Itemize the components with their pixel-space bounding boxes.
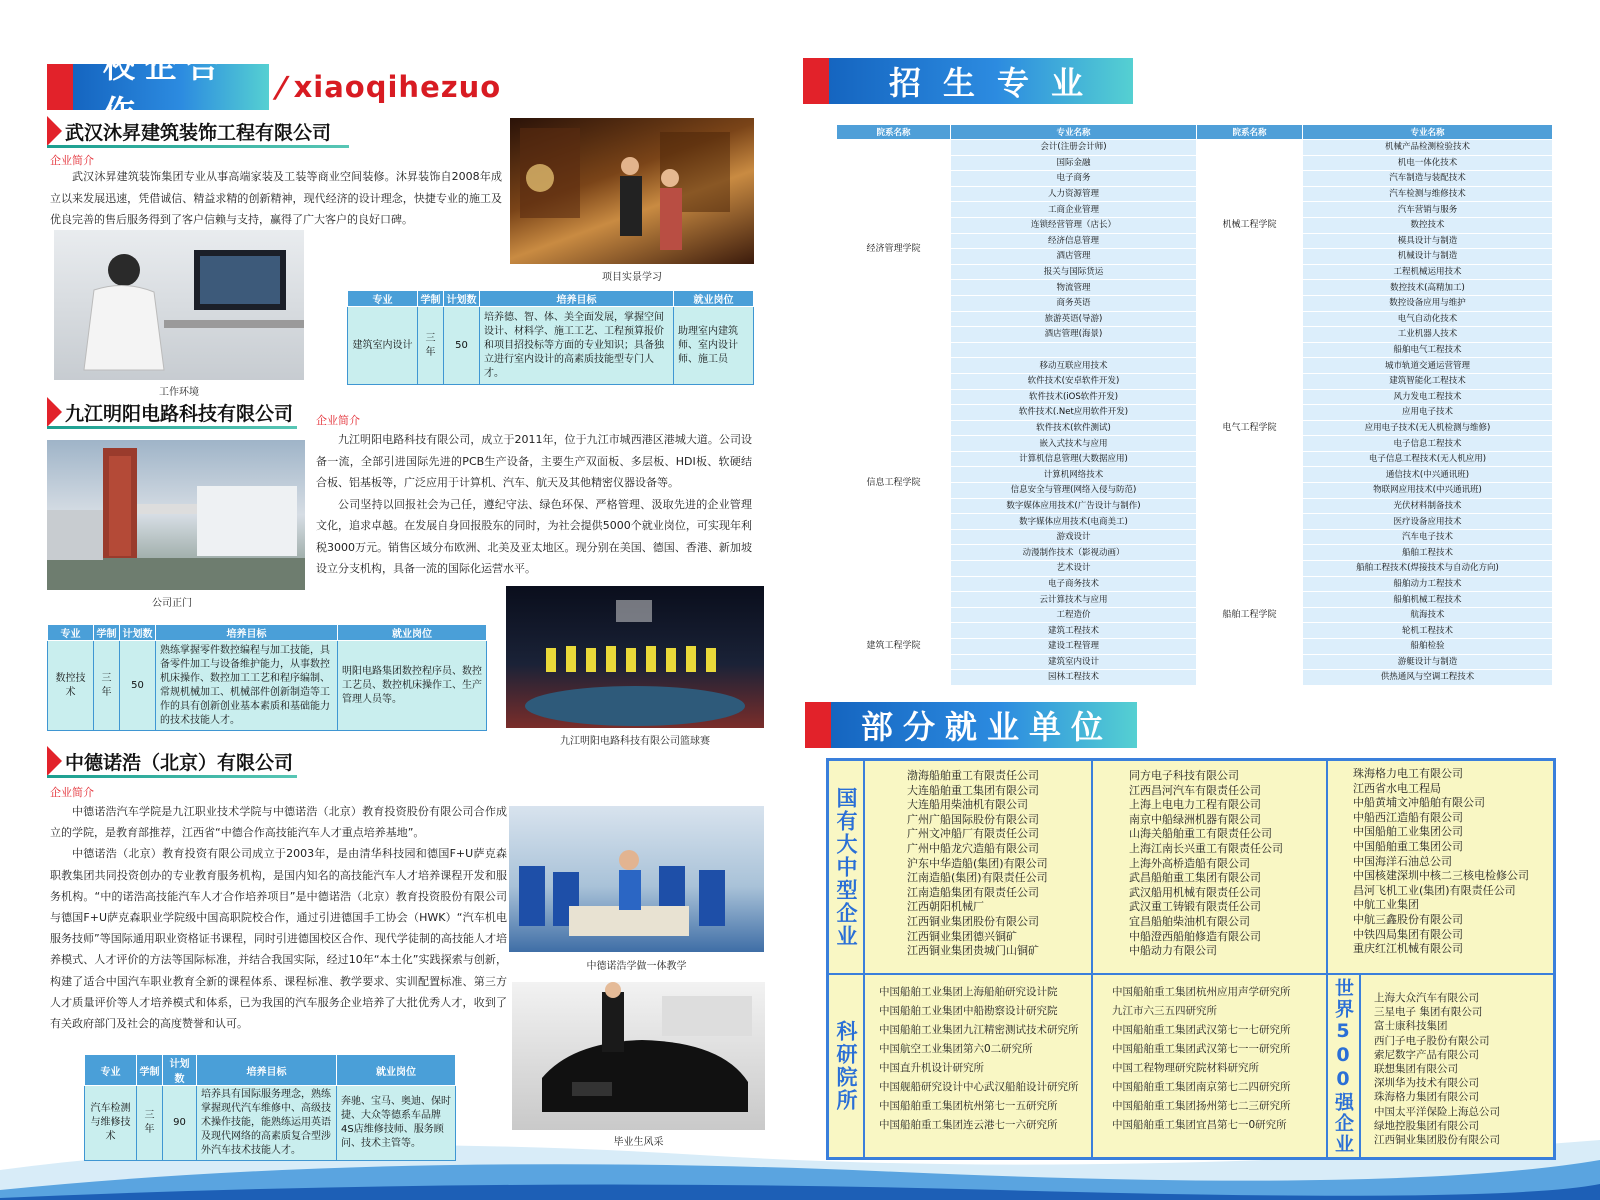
major-cell: 风力发电工程技术 <box>1303 389 1553 405</box>
employer-item: 武汉重工铸锻有限责任公司 <box>1129 900 1261 914</box>
company-3-underline <box>47 775 297 778</box>
employer-item: 大连船用柴油机有限公司 <box>907 798 1028 812</box>
major-cell: 商务英语 <box>951 295 1197 311</box>
research-label: 科研院所 <box>834 1020 858 1112</box>
table-header: 培养目标 <box>480 291 674 307</box>
major-cell: 软件技术(iOS软件开发) <box>951 389 1197 405</box>
employer-item: 中航三鑫股份有限公司 <box>1353 912 1463 926</box>
college-cell: 建筑工程学院 <box>837 607 951 685</box>
employers-box <box>826 758 1556 1160</box>
majors-row <box>837 140 1553 156</box>
employer-item: 中国船舶工业集团九江精密测试技术研究所 <box>879 1024 1079 1036</box>
employer-item: 中船动力有限公司 <box>1129 944 1217 958</box>
table-cell: 汽车检测与维修技术 <box>85 1086 137 1161</box>
major-cell: 动漫制作技术（影视动画） <box>951 545 1197 561</box>
majors-table <box>836 124 1553 686</box>
major-cell <box>951 342 1197 358</box>
major-cell: 轮机工程技术 <box>1303 623 1553 639</box>
graduate-photo <box>512 982 765 1130</box>
college-cell: 机械工程学院 <box>1197 140 1303 312</box>
employer-item: 中铁四局集团有限公司 <box>1353 927 1463 941</box>
major-cell: 医疗设备应用技术 <box>1303 514 1553 530</box>
major-cell: 数控技术 <box>1303 217 1553 233</box>
banner-pinyin: /xiaoqihezuo <box>271 70 502 104</box>
college-cell: 信息工程学院 <box>837 358 951 608</box>
table-cell: 培养德、智、体、美全面发展，掌握空间设计、材料学、施工工艺、工程预算报价和项目招投标等方面的专业知识；具备独立进行室内设计的高素质技能型专门人才。 <box>480 307 674 385</box>
table-cell: 熟练掌握零件数控编程与加工技能，具备零件加工与设备维护能力，从事数控机床操作、数控加工工艺和程序编制、常规机械加工、机械部件创新制造等工作的具有创新创业基本素质和基础能力的技术技能人才。 <box>156 641 338 731</box>
soe-label: 国有大中型企业 <box>834 786 858 948</box>
employer-item: 江南造船集团有限责任公司 <box>907 885 1039 899</box>
major-cell: 游戏设计 <box>951 529 1197 545</box>
major-cell: 船舶动力工程技术 <box>1303 576 1553 592</box>
table-cell: 90 <box>163 1086 197 1161</box>
major-cell: 软件技术(软件测试) <box>951 420 1197 436</box>
company-gate-photo <box>47 440 305 590</box>
banner-title: 校企合作 <box>73 64 269 110</box>
major-cell: 建筑智能化工程技术 <box>1303 373 1553 389</box>
major-cell: 工程机械运用技术 <box>1303 264 1553 280</box>
table-header: 院系名称 <box>837 125 951 140</box>
integrated-teaching-photo <box>509 806 764 952</box>
employer-item: 中国船舶重工集团杭州应用声学研究所 <box>1112 986 1291 998</box>
table-header: 专业名称 <box>951 125 1197 140</box>
table-header: 计划数 <box>444 291 480 307</box>
table-header: 院系名称 <box>1197 125 1303 140</box>
majors-row <box>837 607 1553 623</box>
school-enterprise-banner <box>47 47 269 131</box>
majors-row <box>837 358 1553 374</box>
major-cell: 电子信息工程技术(无人机应用) <box>1303 451 1553 467</box>
company-3-intro-label: 企业简介 <box>50 786 94 799</box>
major-cell: 计算机网络技术 <box>951 467 1197 483</box>
table-cell: 三年 <box>418 307 444 385</box>
table-header: 就业岗位 <box>674 291 754 307</box>
table-header: 培养目标 <box>197 1055 337 1086</box>
table-header: 专业 <box>85 1055 137 1086</box>
major-cell: 汽车电子技术 <box>1303 529 1553 545</box>
research-list-1 <box>879 983 1079 1135</box>
table-header: 学制 <box>418 291 444 307</box>
major-cell: 物流管理 <box>951 280 1197 296</box>
employer-item: 中国太平洋保险上海总公司 <box>1374 1105 1500 1118</box>
employer-item: 珠海格力电工有限公司 <box>1353 767 1463 780</box>
college-cell: 电气工程学院 <box>1197 311 1303 545</box>
major-cell: 机电一体化技术 <box>1303 155 1553 171</box>
majors-banner <box>803 58 1133 104</box>
employer-item: 中国核建深圳中核二三核电检修公司 <box>1353 869 1529 883</box>
company-2-underline <box>47 426 297 429</box>
employer-item: 广州中船龙穴造船有限公司 <box>907 841 1039 855</box>
major-cell: 会计(注册会计师) <box>951 140 1197 156</box>
soe-list-2 <box>1129 769 1283 959</box>
major-cell: 城市轨道交通运营管理 <box>1303 358 1553 374</box>
major-cell: 电气自动化技术 <box>1303 311 1553 327</box>
table-header: 计划数 <box>120 625 156 641</box>
major-cell: 酒店管理(海景) <box>951 327 1197 343</box>
major-cell: 工商企业管理 <box>951 202 1197 218</box>
employer-item: 中国船舶重工集团杭州第七一五研究所 <box>879 1100 1058 1112</box>
table-header: 就业岗位 <box>337 1055 456 1086</box>
employer-item: 绿地控股集团有限公司 <box>1374 1119 1479 1132</box>
employer-item: 中国舰船研究设计中心武汉船舶设计研究所 <box>879 1081 1079 1093</box>
table-header: 学制 <box>137 1055 163 1086</box>
employer-item: 广州文冲船厂有限责任公司 <box>907 827 1039 841</box>
company-2-name: 九江明阳电路科技有限公司 <box>47 397 293 427</box>
major-cell: 应用电子技术 <box>1303 405 1553 421</box>
company-gate-caption: 公司正门 <box>152 598 192 609</box>
employer-item: 中国船舶工业集团中船勘察设计研究院 <box>879 1005 1058 1017</box>
major-cell: 云计算技术与应用 <box>951 592 1197 608</box>
employer-item: 中国船舶重工集团武汉第七一一研究所 <box>1112 1043 1291 1055</box>
employer-item: 中国船舶工业集团上海船舶研究设计院 <box>879 986 1058 998</box>
employer-item: 中国船舶工业集团公司 <box>1353 825 1463 839</box>
major-cell: 工程造价 <box>951 607 1197 623</box>
major-cell: 连锁经营管理（店长） <box>951 217 1197 233</box>
major-cell: 酒店管理 <box>951 249 1197 265</box>
basketball-caption: 九江明阳电路科技有限公司篮球赛 <box>560 736 710 747</box>
table-cell: 50 <box>120 641 156 731</box>
table-header: 专业 <box>48 625 94 641</box>
employer-item: 中国船舶重工集团连云港七一六研究所 <box>879 1119 1058 1131</box>
major-cell: 建筑工程技术 <box>951 623 1197 639</box>
major-cell: 计算机信息管理(大数据应用) <box>951 451 1197 467</box>
project-study-caption: 项目实景学习 <box>602 272 662 283</box>
major-cell: 嵌入式技术与应用 <box>951 436 1197 452</box>
major-cell: 数字媒体应用技术(广告设计与制作) <box>951 498 1197 514</box>
employer-item: 中国船舶重工集团宜昌第七一0研究所 <box>1112 1119 1287 1131</box>
employer-item: 江西铜业集团股份有限公司 <box>1374 1133 1500 1146</box>
employer-item: 上海大众汽车有限公司 <box>1374 992 1479 1004</box>
major-cell: 移动互联应用技术 <box>951 358 1197 374</box>
table-cell: 助理室内建筑师、室内设计师、施工员 <box>674 307 754 385</box>
major-cell: 建筑室内设计 <box>951 654 1197 670</box>
employer-item: 山海关船舶重工有限责任公司 <box>1129 827 1272 841</box>
major-cell: 园林工程技术 <box>951 670 1197 686</box>
employer-item: 江西铜业集团股份有限公司 <box>907 914 1039 928</box>
employer-item: 中国船舶重工集团公司 <box>1353 839 1463 853</box>
employer-item: 中国直升机设计研究所 <box>879 1062 984 1074</box>
major-cell: 应用电子技术(无人机检测与维修) <box>1303 420 1553 436</box>
company-3-intro: 中德诺浩汽车学院是九江职业技术学院与中德诺浩（北京）教育投资股份有限公司合作成立的学院，是教育部推荐，江西省“中德合作高技能汽车人才重点培养基地”。 中德诺浩（北京）教育投资有限公司成立于2003年，是由清华科技园和德国F+U萨克森职教集团共同投资创办的专业教育服务机构，是国内知名的高技能汽车人才培养课程开发和服务机构。“中的诺浩高技能汽车人才合作培养项目”是中德诺浩（北京）教育投资股份有限公司与德国F+U萨克森职业学院级中国高职院校合作，通过引进德国手工协会（HWK）“汽车机电服务技师”等国际通用职业资格证书课程，同时引进德国校区合作、现代学徒制的高技能人才培养模式、人才评价的方法等国际标准，并结合我国实际，经过10年“本土化”实践探索与创新，构建了适合中国汽车职业教育全新的课程体系、课程标准、教学要求、实训配置标准、第三方人才质量评价等人才培养模式和体系，已为我国的汽车服务企业培养了大批优秀人才，收到了有关政府部门及社会的高度赞誉和认可。 <box>50 805 507 1031</box>
major-cell: 模具设计与制造 <box>1303 233 1553 249</box>
employer-item: 江西朝阳机械厂 <box>907 900 984 914</box>
major-cell: 报关与国际货运 <box>951 264 1197 280</box>
employer-item: 武昌船舶重工集团有限公司 <box>1129 871 1261 885</box>
major-cell: 旅游英语(导游) <box>951 311 1197 327</box>
employer-item: 中国船舶重工集团南京第七二四研究所 <box>1112 1081 1291 1093</box>
major-cell: 数字媒体应用技术(电商美工) <box>951 514 1197 530</box>
employer-item: 同方电子科技有限公司 <box>1129 769 1239 782</box>
employer-item: 上海上电电力工程有限公司 <box>1129 798 1261 812</box>
major-cell: 电子信息工程技术 <box>1303 436 1553 452</box>
major-cell: 通信技术(中兴通讯班) <box>1303 467 1553 483</box>
company-1-table <box>347 290 754 385</box>
major-cell: 船舶机械工程技术 <box>1303 592 1553 608</box>
employer-item: 西门子电子股份有限公司 <box>1374 1034 1490 1047</box>
major-cell: 经济信息管理 <box>951 233 1197 249</box>
employer-item: 联想集团有限公司 <box>1374 1062 1458 1075</box>
major-cell: 艺术设计 <box>951 561 1197 577</box>
major-cell: 电子商务技术 <box>951 576 1197 592</box>
major-cell: 汽车制造与装配技术 <box>1303 171 1553 187</box>
major-cell: 汽车检测与维修技术 <box>1303 186 1553 202</box>
table-header: 培养目标 <box>156 625 338 641</box>
work-environment-photo <box>54 230 304 380</box>
employer-item: 上海外高桥造船有限公司 <box>1129 856 1250 870</box>
table-cell: 数控技术 <box>48 641 94 731</box>
table-header: 就业岗位 <box>338 625 487 641</box>
employer-item: 三星电子 集团有限公司 <box>1374 1006 1483 1019</box>
major-cell: 船舶工程技术(焊接技术与自动化方向) <box>1303 561 1553 577</box>
major-cell: 建设工程管理 <box>951 639 1197 655</box>
employer-item: 中航工业集团 <box>1353 898 1419 912</box>
employer-item: 索尼数字产品有限公司 <box>1374 1048 1479 1061</box>
employer-item: 上海江南长兴重工有限责任公司 <box>1129 841 1283 855</box>
employer-item: 沪东中华造船(集团)有限公司 <box>907 856 1048 870</box>
college-cell: 船舶工程学院 <box>1197 545 1303 685</box>
majors-title: 招生专业 <box>829 58 1133 104</box>
table-cell: 三年 <box>94 641 120 731</box>
major-cell: 光伏材料制备技术 <box>1303 498 1553 514</box>
company-3-table <box>84 1054 456 1161</box>
company-1-intro: 武汉沐昇建筑装饰集团专业从事高端家装及工装等商业空间装修。沐昇装饰自2008年成立以来发展迅速，凭借诚信、精益求精的创新精神，现代经济的设计理念，快捷专业的施工及优良完善的售后服务得到了客户信赖与支持，赢得了广大客户的良好口碑。 <box>50 170 502 226</box>
employer-item: 南京中船绿洲机器有限公司 <box>1129 812 1261 826</box>
graduate-caption: 毕业生风采 <box>613 1137 664 1148</box>
major-cell: 信息安全与管理(网络入侵与防范) <box>951 483 1197 499</box>
integrated-teaching-caption: 中德诺浩学做一体教学 <box>586 961 687 972</box>
major-cell: 航海技术 <box>1303 607 1553 623</box>
employer-item: 珠海格力集团有限公司 <box>1374 1091 1479 1104</box>
employer-item: 中国航空工业集团第六0二研究所 <box>879 1043 1033 1055</box>
major-cell: 船舶工程技术 <box>1303 545 1553 561</box>
employer-item: 中船黄埔文冲船舶有限公司 <box>1353 796 1485 810</box>
project-study-photo <box>510 118 754 264</box>
college-cell: 经济管理学院 <box>837 140 951 358</box>
major-cell: 软件技术(安卓软件开发) <box>951 373 1197 389</box>
work-environment-caption: 工作环境 <box>159 387 199 398</box>
employer-item: 中国船舶重工集团扬州第七二三研究所 <box>1112 1100 1291 1112</box>
table-cell: 50 <box>444 307 480 385</box>
table-cell: 培养具有国际服务理念，熟练掌握现代汽车维修中、高级技术操作技能，能熟练运用英语及现代网络的高素质复合型涉外汽车技术技能人才。 <box>197 1086 337 1161</box>
table-header: 专业名称 <box>1303 125 1553 140</box>
major-cell: 船舶电气工程技术 <box>1303 342 1553 358</box>
table-header: 专业 <box>348 291 418 307</box>
employer-item: 富士康科技集团 <box>1374 1020 1448 1033</box>
company-3-name: 中德诺浩（北京）有限公司 <box>47 746 293 776</box>
major-cell: 电子商务 <box>951 171 1197 187</box>
major-cell: 汽车营销与服务 <box>1303 202 1553 218</box>
major-cell: 工业机器人技术 <box>1303 327 1553 343</box>
basketball-photo <box>506 586 764 728</box>
employer-item: 江南造船(集团)有限责任公司 <box>907 871 1048 885</box>
company-1-underline <box>47 145 349 148</box>
major-cell: 物联网应用技术(中兴通讯班) <box>1303 483 1553 499</box>
table-cell: 三年 <box>137 1086 163 1161</box>
employer-item: 江西铜业集团德兴铜矿 <box>907 929 1017 943</box>
employer-item: 中船西江造船有限公司 <box>1353 810 1463 824</box>
world500-list <box>1374 991 1500 1147</box>
employer-item: 中船澄西船舶修造有限公司 <box>1129 929 1261 943</box>
major-cell: 游艇设计与制造 <box>1303 654 1553 670</box>
company-2-intro-label: 企业简介 <box>316 414 360 427</box>
employer-item: 渤海船舶重工有限责任公司 <box>907 769 1039 782</box>
employer-item: 大连船舶重工集团有限公司 <box>907 783 1039 797</box>
soe-list-3 <box>1353 767 1529 957</box>
employer-item: 武汉船用机械有限责任公司 <box>1129 885 1261 899</box>
employer-item: 中国海洋石油总公司 <box>1353 854 1452 868</box>
employer-item: 江西省水电工程局 <box>1353 781 1441 795</box>
employers-banner <box>805 702 1137 748</box>
company-2-table <box>47 624 487 731</box>
major-cell: 船舶检验 <box>1303 639 1553 655</box>
table-cell: 明阳电路集团数控程序员、数控工艺员、数控机床操作工、生产管理人员等。 <box>338 641 487 731</box>
table-header: 计划数 <box>163 1055 197 1086</box>
research-list-2 <box>1112 983 1291 1135</box>
employer-item: 江西昌河汽车有限责任公司 <box>1129 783 1261 797</box>
major-cell: 数控设备应用与维护 <box>1303 295 1553 311</box>
employer-item: 重庆红江机械有限公司 <box>1353 942 1463 956</box>
employer-item: 中国船舶重工集团武汉第七一七研究所 <box>1112 1024 1291 1036</box>
employer-item: 九江市六三五四研究所 <box>1112 1005 1217 1017</box>
major-cell: 国际金融 <box>951 155 1197 171</box>
employer-item: 宜昌船舶柴油机有限公司 <box>1129 914 1250 928</box>
major-cell: 供热通风与空调工程技术 <box>1303 670 1553 686</box>
major-cell: 人力资源管理 <box>951 186 1197 202</box>
company-1-intro-label: 企业简介 <box>50 154 94 167</box>
employers-title: 部分就业单位 <box>831 702 1137 748</box>
employer-item: 深圳华为技术有限公司 <box>1374 1077 1479 1090</box>
employer-item: 江西铜业集团贵城门山铜矿 <box>907 944 1039 958</box>
major-cell: 软件技术(.Net应用软件开发) <box>951 405 1197 421</box>
major-cell: 数控技术(高精加工) <box>1303 280 1553 296</box>
table-cell: 奔驰、宝马、奥迪、保时捷、大众等德系车品牌4S店维修技师、服务顾问、技术主管等。 <box>337 1086 456 1161</box>
employer-item: 昌河飞机工业(集团)有限责任公司 <box>1353 883 1516 897</box>
major-cell: 机械产品检测检验技术 <box>1303 140 1553 156</box>
major-cell: 机械设计与制造 <box>1303 249 1553 265</box>
company-2-intro: 九江明阳电路科技有限公司，成立于2011年，位于九江市城西港区港城大道。公司设备一流，全部引进国际先进的PCB生产设备，主要生产双面板、多层板、HDI板、软硬结合板、铝基板等，广泛应用于计算机、汽车、航天及其他精密仪器设备等。 公司坚持以回报社会为己任，遵纪守法、绿色环保、严格管理、汲取先进的企业管理文化，追求卓越。在发展自身回报股东的同时，为社会提供5000个就业岗位，可实现年利税3000万元。销售区域分布欧洲、北美及亚太地区。现分别在美国、德国、香港、新加坡设立分支机构，具备一流的国际化运营水平。 <box>316 433 752 575</box>
soe-list-1 <box>907 769 1048 959</box>
table-header: 学制 <box>94 625 120 641</box>
company-1-name: 武汉沐昇建筑装饰工程有限公司 <box>47 116 331 146</box>
table-cell: 建筑室内设计 <box>348 307 418 385</box>
world500-label: 世界500强企业 <box>1332 977 1354 1155</box>
employer-item: 广州广船国际股份有限公司 <box>907 812 1039 826</box>
employer-item: 中国工程物理研究院材料研究所 <box>1112 1062 1259 1074</box>
